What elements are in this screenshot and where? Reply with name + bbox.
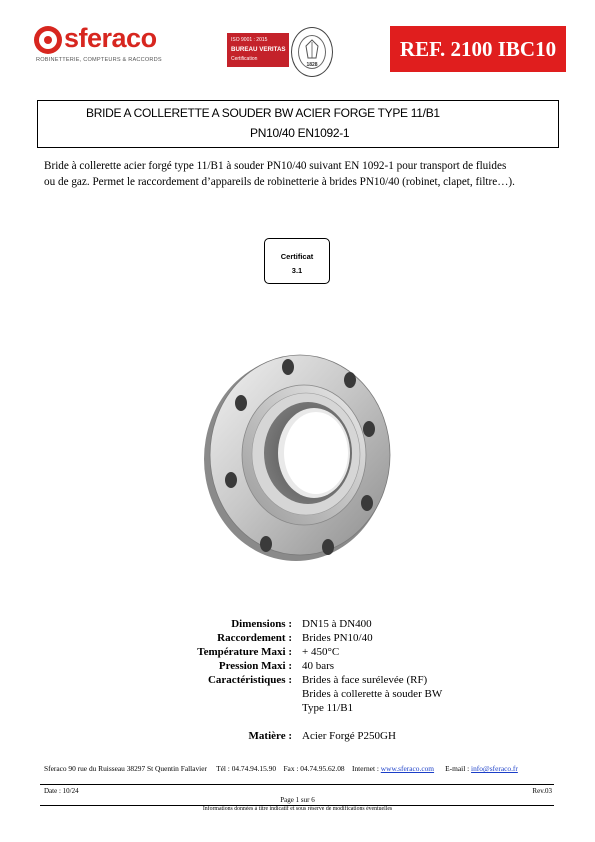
spec-pression-value: 40 bars bbox=[302, 660, 335, 672]
description-line-1: Bride à collerette acier forgé type 11/B1 à souder PN10/40 suivant EN 1092-1 pour transport de fluides bbox=[44, 160, 507, 172]
footer-date: Date : 10/24 bbox=[44, 787, 79, 795]
bureau-veritas-certification-badge bbox=[227, 27, 333, 77]
footer-fax: Fax : 04.74.95.62.08 bbox=[283, 764, 345, 773]
spec-dimensions-value: DN15 à DN400 bbox=[302, 618, 372, 630]
footer-revision: Rev.03 bbox=[532, 787, 552, 795]
cert-certification-text: Certification bbox=[231, 56, 258, 62]
sferaco-logo-mark-icon bbox=[34, 26, 62, 54]
reference-badge bbox=[390, 26, 566, 72]
footer-divider bbox=[40, 784, 554, 785]
product-description bbox=[44, 158, 559, 190]
spec-matiere-value: Acier Forgé P250GH bbox=[302, 730, 396, 742]
footer-address: Sferaco 90 rue du Ruisseau 38297 St Quentin Fallavier bbox=[44, 764, 207, 773]
certificate-label: Certificat bbox=[280, 252, 314, 261]
logo-name: sferaco bbox=[64, 23, 157, 53]
page-title: BRIDE A COLLERETTE A SOUDER BW ACIER FORGE TYPE 11/B1 bbox=[86, 106, 440, 120]
footer-email-label: E-mail : bbox=[445, 764, 470, 773]
sferaco-logo bbox=[34, 24, 184, 68]
logo-tagline: ROBINETTERIE, COMPTEURS & RACCORDS bbox=[36, 57, 162, 63]
certification-box bbox=[227, 33, 289, 67]
cert-iso-text: ISO 9001 : 2015 bbox=[231, 37, 268, 43]
bureau-veritas-seal-icon bbox=[291, 27, 333, 77]
certificate-badge bbox=[264, 238, 330, 284]
spec-caracteristiques-label: Caractéristiques : bbox=[207, 674, 292, 686]
spec-caracteristiques-value-2: Brides à collerette à souder BW bbox=[302, 688, 443, 700]
spec-temperature-label: Température Maxi : bbox=[197, 646, 292, 658]
footer-internet-label: Internet : bbox=[352, 764, 379, 773]
spec-pression-label: Pression Maxi : bbox=[218, 660, 292, 672]
footer-email-link[interactable]: info@sferaco.fr bbox=[471, 764, 518, 773]
footer-contact bbox=[44, 764, 518, 773]
description-line-2: ou de gaz. Permet le raccordement d’appareils de robinetterie à brides PN10/40 (robinet, clapet, filtre…). bbox=[44, 176, 515, 188]
spec-raccordement-value: Brides PN10/40 bbox=[302, 632, 373, 644]
spec-caracteristiques-value-1: Brides à face surélevée (RF) bbox=[302, 674, 428, 686]
spec-matiere-label: Matière : bbox=[248, 730, 292, 742]
title-box bbox=[37, 100, 559, 148]
spec-dimensions-label: Dimensions : bbox=[231, 618, 292, 630]
footer-tel: Tél : 04.74.94.15.90 bbox=[216, 764, 277, 773]
cert-bv-text: BUREAU VERITAS bbox=[231, 46, 286, 53]
spec-raccordement-label: Raccordement : bbox=[217, 632, 292, 644]
certificate-value: 3.1 bbox=[291, 266, 303, 275]
footer-website-link[interactable]: www.sferaco.com bbox=[380, 764, 435, 773]
footer-disclaimer: Informations données à titre indicatif et sous réserve de modifications éventuelles bbox=[202, 806, 393, 812]
spec-temperature-value: + 450°C bbox=[302, 646, 340, 658]
flange-product-image bbox=[198, 347, 398, 567]
spec-caracteristiques-value-3: Type 11/B1 bbox=[302, 702, 354, 714]
page-number: Page 1 sur 6 bbox=[280, 796, 315, 804]
page-subtitle: PN10/40 EN1092-1 bbox=[250, 126, 350, 140]
reference-text: REF. 2100 IBC10 bbox=[399, 36, 557, 61]
cert-seal-year: 1828 bbox=[306, 62, 318, 68]
